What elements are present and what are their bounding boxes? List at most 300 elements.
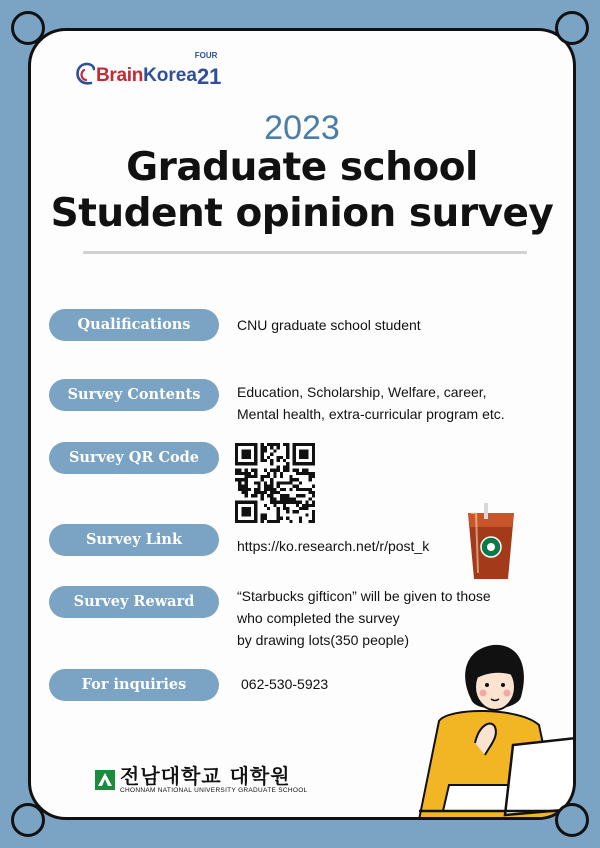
qr-module — [251, 469, 254, 472]
survey-reward-pill: Survey Reward — [49, 586, 219, 618]
qr-module — [305, 453, 308, 456]
qr-module — [312, 491, 315, 494]
qr-module — [248, 520, 251, 523]
qr-module — [254, 469, 257, 472]
survey-reward-line-2: who completed the survey — [237, 610, 400, 626]
qr-module — [296, 478, 299, 481]
survey-qr-code[interactable] — [235, 443, 315, 523]
qr-module — [235, 459, 238, 462]
qr-module — [241, 513, 244, 516]
qr-module — [241, 472, 244, 475]
qr-module — [245, 449, 248, 452]
qr-module — [238, 469, 241, 472]
qr-module — [312, 520, 315, 523]
qr-module — [286, 469, 289, 472]
qr-module — [245, 472, 248, 475]
qr-module — [254, 462, 257, 465]
qr-module — [302, 456, 305, 459]
qr-module — [277, 491, 280, 494]
qr-module — [270, 520, 273, 523]
qr-module — [312, 494, 315, 497]
qr-module — [302, 488, 305, 491]
qr-module — [309, 475, 312, 478]
survey-link-value — [237, 535, 429, 557]
qr-module — [309, 491, 312, 494]
qr-module — [299, 443, 302, 446]
qr-module — [241, 510, 244, 513]
survey-contents-line-2: Mental health, extra-curricular program etc. — [237, 406, 505, 422]
qualifications-value — [237, 314, 421, 336]
qr-module — [286, 501, 289, 504]
qr-module — [309, 472, 312, 475]
qr-module — [312, 443, 315, 446]
qr-module — [254, 520, 257, 523]
qr-module — [245, 513, 248, 516]
survey-reward-line-1: “Starbucks gifticon” will be given to those — [237, 588, 491, 604]
qr-module — [245, 469, 248, 472]
qr-module — [277, 520, 280, 523]
inquiries-pill: For inquiries — [49, 669, 219, 701]
qr-module — [273, 501, 276, 504]
qr-module — [277, 459, 280, 462]
qr-module — [277, 446, 280, 449]
qr-module — [235, 443, 238, 446]
qualifications-pill: Qualifications — [49, 309, 219, 341]
qr-module — [254, 453, 257, 456]
qr-module — [235, 449, 238, 452]
qr-module — [312, 504, 315, 507]
qr-module — [273, 475, 276, 478]
qr-module — [286, 456, 289, 459]
qr-module — [241, 520, 244, 523]
qr-module — [305, 513, 308, 516]
qr-module — [261, 456, 264, 459]
qr-module — [235, 504, 238, 507]
qr-module — [270, 478, 273, 481]
qualifications-line-1: CNU graduate school student — [237, 317, 421, 333]
qr-module — [248, 453, 251, 456]
qr-module — [280, 497, 283, 500]
qr-module — [277, 443, 280, 446]
qr-module — [245, 520, 248, 523]
survey-contents-value — [237, 381, 505, 425]
qr-module — [302, 494, 305, 497]
survey-contents-pill: Survey Contents — [49, 379, 219, 411]
qr-module — [270, 494, 273, 497]
qr-module — [286, 449, 289, 452]
qr-module — [289, 475, 292, 478]
qr-module — [283, 469, 286, 472]
qr-module — [293, 497, 296, 500]
qr-module — [267, 507, 270, 510]
qr-module — [254, 491, 257, 494]
qr-module — [289, 497, 292, 500]
student-illustration — [409, 635, 576, 820]
qr-module — [254, 449, 257, 452]
corner-notch-bottom-left — [11, 803, 45, 837]
qr-module — [283, 507, 286, 510]
qr-module — [305, 462, 308, 465]
qr-module — [289, 481, 292, 484]
qr-module — [235, 446, 238, 449]
qr-module — [261, 475, 264, 478]
qr-module — [293, 485, 296, 488]
qr-module — [280, 517, 283, 520]
qr-module — [264, 504, 267, 507]
qr-module — [277, 501, 280, 504]
qr-module — [302, 472, 305, 475]
qr-module — [305, 507, 308, 510]
qr-module — [286, 507, 289, 510]
qr-module — [235, 472, 238, 475]
qr-module — [273, 520, 276, 523]
qr-module — [235, 453, 238, 456]
qr-module — [293, 510, 296, 513]
qr-module — [254, 501, 257, 504]
qr-module — [289, 478, 292, 481]
corner-notch-bottom-right — [555, 803, 589, 837]
qr-module — [280, 475, 283, 478]
qr-module — [277, 465, 280, 468]
poster-card — [28, 28, 576, 820]
qr-module — [251, 475, 254, 478]
qr-module — [283, 443, 286, 446]
qr-module — [235, 469, 238, 472]
qr-module — [267, 494, 270, 497]
survey-contents-line-1: Education, Scholarship, Welfare, career, — [237, 384, 487, 400]
logo-brain-text: Brain — [96, 65, 144, 86]
qr-module — [248, 456, 251, 459]
qr-module — [286, 494, 289, 497]
qr-module — [277, 507, 280, 510]
qr-module — [261, 520, 264, 523]
qr-module — [254, 443, 257, 446]
qr-module — [299, 481, 302, 484]
qr-module — [264, 488, 267, 491]
qr-module — [264, 446, 267, 449]
qr-module — [305, 472, 308, 475]
qr-module — [241, 456, 244, 459]
corner-notch-top-right — [555, 11, 589, 45]
qr-module — [241, 501, 244, 504]
qr-module — [299, 517, 302, 520]
qr-module — [299, 449, 302, 452]
qr-module — [277, 517, 280, 520]
qr-module — [305, 488, 308, 491]
qr-module — [235, 517, 238, 520]
qr-module — [267, 520, 270, 523]
qr-module — [299, 453, 302, 456]
qr-module — [248, 462, 251, 465]
qr-module — [261, 443, 264, 446]
qr-module — [273, 504, 276, 507]
qr-module — [241, 491, 244, 494]
qr-module — [248, 501, 251, 504]
qr-module — [245, 491, 248, 494]
qr-module — [312, 513, 315, 516]
qr-module — [305, 469, 308, 472]
qr-module — [267, 475, 270, 478]
qr-module — [245, 488, 248, 491]
qr-module — [299, 494, 302, 497]
qr-module — [305, 501, 308, 504]
qr-module — [309, 443, 312, 446]
qr-module — [254, 475, 257, 478]
qr-module — [293, 443, 296, 446]
logo-four-text: FOUR — [194, 51, 218, 60]
qr-module — [235, 520, 238, 523]
qr-module — [245, 453, 248, 456]
qr-module — [283, 459, 286, 462]
qr-module — [261, 459, 264, 462]
qr-module — [238, 520, 241, 523]
qr-module — [254, 459, 257, 462]
qr-module — [264, 485, 267, 488]
qr-module — [248, 507, 251, 510]
qr-module — [299, 472, 302, 475]
qr-module — [309, 504, 312, 507]
cnu-korean-name: 전남대학교 대학원 — [120, 764, 291, 788]
qr-module — [254, 510, 257, 513]
qr-module — [257, 491, 260, 494]
qr-module — [245, 485, 248, 488]
qr-module — [309, 497, 312, 500]
qr-module — [277, 510, 280, 513]
qr-module — [289, 488, 292, 491]
qr-module — [289, 520, 292, 523]
qr-module — [241, 485, 244, 488]
qr-module — [286, 453, 289, 456]
qr-module — [293, 446, 296, 449]
qr-module — [273, 449, 276, 452]
qr-module — [293, 462, 296, 465]
qr-module — [248, 472, 251, 475]
qr-module — [280, 501, 283, 504]
qr-module — [296, 443, 299, 446]
qr-module — [261, 517, 264, 520]
qr-module — [277, 481, 280, 484]
qr-module — [235, 510, 238, 513]
qr-module — [264, 469, 267, 472]
qr-module — [277, 469, 280, 472]
qr-module — [238, 481, 241, 484]
qr-module — [254, 456, 257, 459]
qr-module — [302, 443, 305, 446]
title-line-1: Graduate school — [126, 145, 478, 190]
qr-module — [261, 449, 264, 452]
qr-module — [254, 446, 257, 449]
qr-module — [264, 513, 267, 516]
qr-module — [302, 462, 305, 465]
qr-module — [312, 485, 315, 488]
qr-module — [283, 481, 286, 484]
qr-module — [312, 501, 315, 504]
qr-module — [245, 510, 248, 513]
qr-module — [251, 443, 254, 446]
qr-module — [283, 497, 286, 500]
qr-module — [264, 481, 267, 484]
qr-module — [293, 478, 296, 481]
qr-module — [273, 469, 276, 472]
qr-module — [261, 478, 264, 481]
brainkorea21-logo — [75, 51, 222, 89]
qr-module — [280, 456, 283, 459]
qr-module — [245, 501, 248, 504]
qr-module — [238, 501, 241, 504]
qr-module — [251, 494, 254, 497]
qr-module — [270, 481, 273, 484]
qr-module — [286, 497, 289, 500]
qr-module — [273, 472, 276, 475]
qr-module — [245, 456, 248, 459]
qr-module — [312, 510, 315, 513]
inquiries-phone: 062-530-5923 — [241, 676, 329, 692]
qr-module — [312, 456, 315, 459]
qr-module — [293, 453, 296, 456]
qr-module — [245, 462, 248, 465]
qr-module — [264, 459, 267, 462]
qr-module — [296, 504, 299, 507]
qr-module — [245, 481, 248, 484]
qr-module — [286, 510, 289, 513]
qr-module — [286, 462, 289, 465]
qr-module — [299, 462, 302, 465]
qr-module — [235, 478, 238, 481]
qr-module — [254, 513, 257, 516]
qr-module — [302, 453, 305, 456]
qr-module — [235, 507, 238, 510]
survey-link-pill: Survey Link — [49, 524, 219, 556]
qr-module — [270, 459, 273, 462]
qr-module — [280, 488, 283, 491]
qr-module — [280, 481, 283, 484]
qr-module — [241, 443, 244, 446]
qr-module — [267, 485, 270, 488]
qr-module — [261, 446, 264, 449]
qr-module — [238, 462, 241, 465]
qr-module — [312, 459, 315, 462]
qr-module — [241, 478, 244, 481]
qr-module — [302, 504, 305, 507]
qr-module — [238, 478, 241, 481]
qr-module — [261, 497, 264, 500]
logo-korea-text: Korea — [143, 65, 197, 86]
qr-module — [293, 449, 296, 452]
qr-module — [273, 491, 276, 494]
qr-module — [280, 472, 283, 475]
qr-module — [248, 510, 251, 513]
survey-year: 2023 — [264, 109, 340, 147]
qr-module — [270, 443, 273, 446]
qr-module — [235, 513, 238, 516]
qr-module — [286, 443, 289, 446]
qr-module — [302, 449, 305, 452]
qr-module — [312, 449, 315, 452]
qr-module — [261, 513, 264, 516]
qr-module — [257, 485, 260, 488]
corner-notch-top-left — [11, 11, 45, 45]
qr-module — [305, 456, 308, 459]
title-line-2: Student opinion survey — [50, 191, 554, 236]
qr-module — [289, 501, 292, 504]
qr-module — [267, 472, 270, 475]
survey-link-url[interactable]: https://ko.research.net/r/post_k — [237, 538, 430, 554]
qr-module — [270, 462, 273, 465]
qr-module — [296, 510, 299, 513]
qr-module — [238, 485, 241, 488]
qr-module — [273, 497, 276, 500]
qr-module — [251, 462, 254, 465]
qr-module — [305, 504, 308, 507]
qr-module — [235, 456, 238, 459]
qr-module — [261, 494, 264, 497]
qr-module — [245, 475, 248, 478]
qr-module — [264, 517, 267, 520]
qr-module — [312, 517, 315, 520]
qr-module — [248, 475, 251, 478]
qr-module — [296, 472, 299, 475]
qr-module — [270, 446, 273, 449]
qr-module — [309, 478, 312, 481]
qr-module — [245, 507, 248, 510]
qr-module — [312, 472, 315, 475]
qr-module — [280, 494, 283, 497]
survey-reward-line-3: by drawing lots(350 people) — [237, 632, 409, 648]
qr-module — [309, 488, 312, 491]
qr-module — [286, 517, 289, 520]
qr-module — [293, 501, 296, 504]
qr-module — [251, 501, 254, 504]
qr-module — [241, 462, 244, 465]
qr-module — [245, 443, 248, 446]
qr-module — [312, 462, 315, 465]
qr-module — [312, 446, 315, 449]
qr-module — [235, 462, 238, 465]
title-divider — [83, 251, 527, 254]
qr-module — [296, 485, 299, 488]
qr-module — [248, 443, 251, 446]
qr-module — [264, 449, 267, 452]
qr-module — [296, 494, 299, 497]
qr-module — [248, 449, 251, 452]
cnu-emblem-icon — [93, 768, 117, 792]
qr-module — [296, 488, 299, 491]
qr-module — [305, 449, 308, 452]
qr-module — [293, 459, 296, 462]
qr-module — [238, 443, 241, 446]
qr-module — [241, 453, 244, 456]
qr-module — [283, 504, 286, 507]
qr-module — [254, 504, 257, 507]
qr-module — [270, 497, 273, 500]
qr-module — [299, 507, 302, 510]
qr-module — [264, 491, 267, 494]
qr-module — [277, 485, 280, 488]
qr-module — [286, 465, 289, 468]
qr-module — [254, 494, 257, 497]
qr-module — [309, 462, 312, 465]
qr-module — [302, 469, 305, 472]
qr-module — [296, 501, 299, 504]
qr-module — [273, 488, 276, 491]
qr-module — [270, 485, 273, 488]
qr-module — [302, 507, 305, 510]
brain-head-icon — [75, 61, 95, 87]
qr-module — [283, 488, 286, 491]
qr-module — [238, 472, 241, 475]
qr-module — [270, 491, 273, 494]
qr-module — [270, 453, 273, 456]
